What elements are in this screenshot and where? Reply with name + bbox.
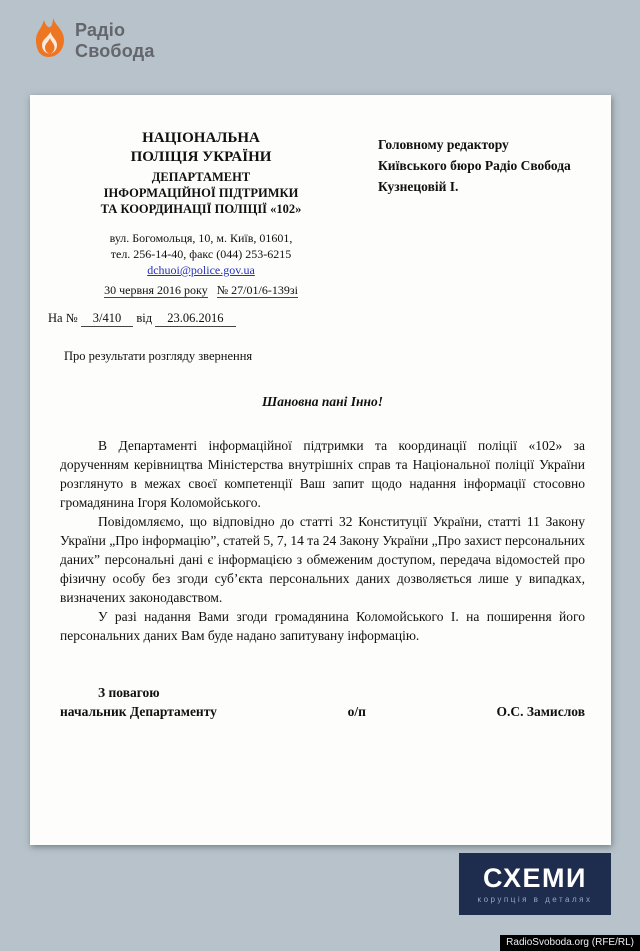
letter-date: 30 червня 2016 року bbox=[104, 283, 208, 297]
brand-word-radio: Радіо bbox=[75, 20, 126, 40]
sender-dept-line: ІНФОРМАЦІЙНОЇ ПІДТРИМКИ bbox=[103, 186, 299, 200]
letter-paragraph: В Департаменті інформаційної підтримки та координації поліції «102» за дорученням керівництва Міністерства внутрішніх справ та Національної поліції України розглянуто в межах своєї компетенції Ваш запит щодо надання інформації стосовно громадянина Ігоря Коломойського. bbox=[60, 438, 585, 510]
sender-dept-line: ДЕПАРТАМЕНТ bbox=[151, 170, 251, 184]
letter-body bbox=[60, 436, 585, 645]
reply-number: 3/410 bbox=[81, 311, 133, 327]
schemes-logo-subtitle: корупція в деталях bbox=[477, 895, 593, 904]
sender-phone: тел. 256-14-40, факс (044) 253-6215 bbox=[110, 247, 292, 261]
brand-word-svoboda: Свобода bbox=[75, 41, 155, 61]
schemes-logo bbox=[459, 853, 611, 915]
reply-date: 23.06.2016 bbox=[155, 311, 235, 327]
signature-middle: о/п bbox=[347, 704, 366, 719]
reply-from-label: від bbox=[136, 311, 153, 325]
reply-reference-line bbox=[48, 311, 585, 327]
signature-block bbox=[60, 685, 585, 720]
signature-thanks: З повагою bbox=[98, 685, 160, 700]
sender-org-line: ПОЛІЦІЯ УКРАЇНИ bbox=[130, 149, 272, 165]
recipient-block bbox=[378, 129, 571, 299]
letter-paper bbox=[30, 95, 611, 845]
reply-prefix: На № bbox=[48, 311, 78, 325]
letter-ref-number: № 27/01/6-139зі bbox=[216, 283, 298, 297]
radio-svoboda-flame-icon bbox=[34, 16, 66, 66]
signature-title: начальник Департаменту bbox=[60, 704, 217, 719]
sender-org-line: НАЦІОНАЛЬНА bbox=[142, 130, 260, 146]
schemes-logo-title: СХЕМИ bbox=[483, 863, 587, 893]
sender-dept-line: ТА КООРДИНАЦІЇ ПОЛІЦІЇ «102» bbox=[100, 202, 302, 216]
letter-subject: Про результати розгляду звернення bbox=[64, 349, 253, 363]
sender-address: вул. Богомольця, 10, м. Київ, 01601, bbox=[109, 231, 293, 245]
source-watermark: RadioSvoboda.org (RFE/RL) bbox=[500, 935, 640, 951]
sender-block bbox=[70, 129, 332, 299]
sender-email-link[interactable]: dchuoi@police.gov.ua bbox=[147, 263, 255, 277]
signature-name: О.С. Замислов bbox=[496, 704, 585, 719]
letter-header bbox=[60, 129, 585, 299]
letter-paragraph: У разі надання Вами згоди громадянина Коломойського І. на поширення його персональних даних Вам буде надано запитувану інформацію. bbox=[60, 609, 585, 643]
recipient-line: Київського бюро Радіо Свобода bbox=[378, 158, 571, 173]
letter-salutation: Шановна пані Інно! bbox=[262, 394, 383, 409]
radio-svoboda-logo bbox=[34, 16, 155, 66]
recipient-line: Головному редактору bbox=[378, 137, 509, 152]
recipient-line: Кузнецовій І. bbox=[378, 179, 459, 194]
letter-paragraph: Повідомляємо, що відповідно до статті 32 Конституції України, статті 11 Закону України „Про інформацію”, статей 5, 7, 14 та 24 Закону України „Про захист персональних даних” персональні дані є інформацією з обмеженим доступом, передача відомостей про фізичну особу без згоди суб’єкта персональних даних дозволяється лише у випадках, визначених законодавством. bbox=[60, 514, 585, 605]
